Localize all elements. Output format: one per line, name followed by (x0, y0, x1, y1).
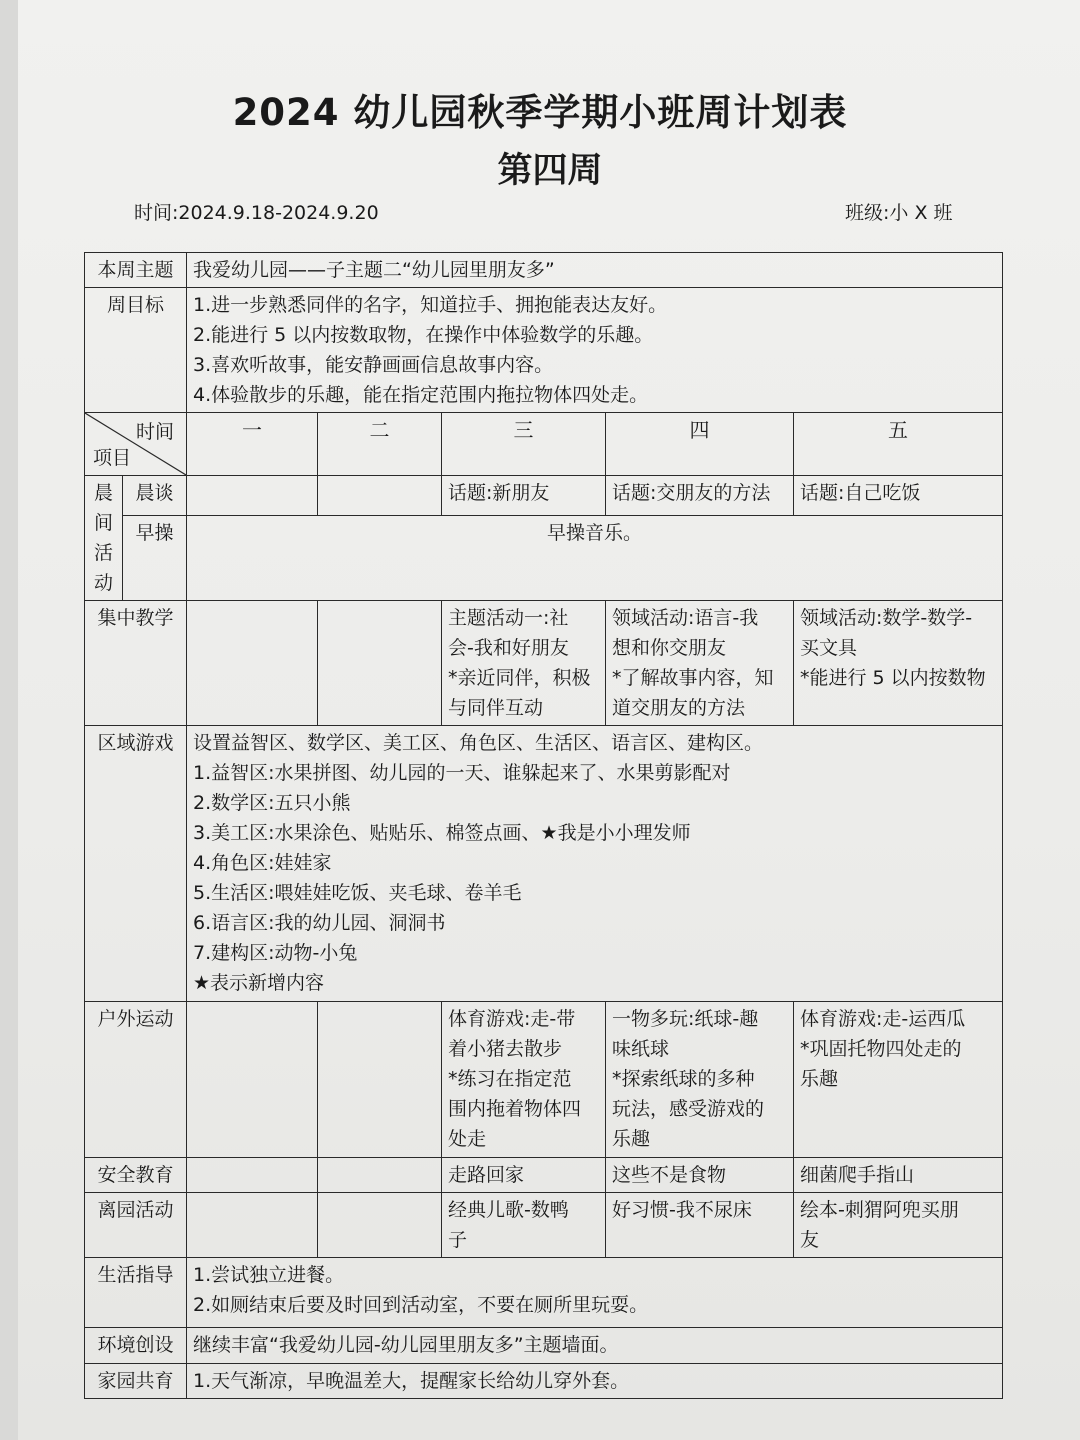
environment-value: 继续丰富“我爱幼儿园-幼儿园里朋友多”主题墙面。 (187, 1328, 1003, 1364)
area-item: 3.美工区:水果涂色、贴贴乐、棉签点画、★我是小小理发师 (193, 822, 691, 844)
goal-item: 2.能进行 5 以内按数取物，在操作中体验数学的乐趣。 (193, 324, 654, 346)
diagonal-corner-cell (85, 413, 187, 476)
talk-cell: 话题:自己吃饭 (794, 476, 1003, 516)
areas-list (187, 726, 1003, 1002)
leaving-label: 离园活动 (85, 1193, 187, 1258)
morning-activity-label: 晨 间 活 动 (85, 476, 123, 601)
home-row (85, 1364, 1003, 1399)
goals-list (187, 288, 1003, 413)
area-games-row (85, 726, 1003, 1002)
leaving-cell-mon (187, 1193, 318, 1258)
life-item: 1.尝试独立进餐。 (193, 1264, 345, 1286)
home-value: 1.天气渐凉，早晚温差大，提醒家长给幼儿穿外套。 (187, 1364, 1003, 1399)
safety-cell-mon (187, 1158, 318, 1193)
goals-row (85, 288, 1003, 413)
area-item: 5.生活区:喂娃娃吃饭、夹毛球、卷羊毛 (193, 882, 522, 904)
environment-row (85, 1328, 1003, 1364)
leaving-cell-fri: 绘本-刺猬阿兜买朋 友 (794, 1193, 1003, 1258)
area-item: 4.角色区:娃娃家 (193, 852, 332, 874)
morning-exercise-row (85, 515, 1003, 600)
area-item: 2.数学区:五只小熊 (193, 792, 351, 814)
life-guidance-row (85, 1258, 1003, 1328)
areas-label: 区域游戏 (85, 726, 187, 1002)
outdoor-cell-fri: 体育游戏:走-运西瓜 *巩固托物四处走的 乐趣 (794, 1002, 1003, 1158)
area-item: 6.语言区:我的幼儿园、洞洞书 (193, 912, 446, 934)
page-title: 2024 幼儿园秋季学期小班周计划表 (232, 91, 848, 134)
talk-cell: 话题:交朋友的方法 (606, 476, 794, 516)
area-item: 7.建构区:动物-小兔 (193, 942, 358, 964)
class-name: 班级:小 X 班 (845, 202, 953, 224)
safety-label: 安全教育 (85, 1158, 187, 1193)
corner-item-label: 项目 (93, 447, 132, 469)
leaving-row (85, 1193, 1003, 1258)
corner-time-label: 时间 (136, 421, 175, 443)
safety-cell-wed: 走路回家 (442, 1158, 606, 1193)
leaving-cell-thu: 好习惯-我不尿床 (606, 1193, 794, 1258)
theme-row (85, 253, 1003, 288)
teaching-cell-thu: 领域活动:语言-我 想和你交朋友 *了解故事内容，知 道交朋友的方法 (606, 601, 794, 726)
life-label: 生活指导 (85, 1258, 187, 1328)
safety-row (85, 1158, 1003, 1193)
area-item: ★表示新增内容 (193, 972, 325, 994)
teaching-cell-mon (187, 601, 318, 726)
day-header: 二 (318, 413, 442, 476)
date-range: 时间:2024.9.18-2024.9.20 (134, 202, 379, 224)
outdoor-label: 户外运动 (85, 1002, 187, 1158)
goal-item: 4.体验散步的乐趣，能在指定范围内拖拉物体四处走。 (193, 384, 649, 406)
teaching-cell-wed: 主题活动一:社 会-我和好朋友 *亲近同伴，积极 与同伴互动 (442, 601, 606, 726)
day-header: 一 (187, 413, 318, 476)
goals-label: 周目标 (85, 288, 187, 413)
teaching-label: 集中教学 (85, 601, 187, 726)
area-item: 1.益智区:水果拼图、幼儿园的一天、谁躲起来了、水果剪影配对 (193, 762, 731, 784)
teaching-cell-tue (318, 601, 442, 726)
day-header: 三 (442, 413, 606, 476)
life-list (187, 1258, 1003, 1328)
day-header: 四 (606, 413, 794, 476)
talk-label: 晨谈 (123, 476, 187, 516)
outdoor-cell-thu: 一物多玩:纸球-趣 味纸球 *探索纸球的多种 玩法，感受游戏的 乐趣 (606, 1002, 794, 1158)
goal-item: 3.喜欢听故事，能安静画画信息故事内容。 (193, 354, 554, 376)
theme-value: 我爱幼儿园——子主题二“幼儿园里朋友多” (187, 253, 1003, 288)
safety-cell-thu: 这些不是食物 (606, 1158, 794, 1193)
leaving-cell-tue (318, 1193, 442, 1258)
morning-talk-row (85, 476, 1003, 516)
outdoor-row (85, 1002, 1003, 1158)
theme-label: 本周主题 (85, 253, 187, 288)
day-header-row (85, 413, 1003, 476)
teaching-cell-fri: 领域活动:数学-数学- 买文具 *能进行 5 以内按数物 (794, 601, 1003, 726)
safety-cell-fri: 细菌爬手指山 (794, 1158, 1003, 1193)
leaving-cell-wed: 经典儿歌-数鸭 子 (442, 1193, 606, 1258)
day-header: 五 (794, 413, 1003, 476)
outdoor-cell-mon (187, 1002, 318, 1158)
talk-cell (187, 476, 318, 516)
safety-cell-tue (318, 1158, 442, 1193)
exercise-label: 早操 (123, 515, 187, 600)
weekly-plan-table (84, 252, 1003, 1399)
life-item: 2.如厕结束后要及时回到活动室，不要在厕所里玩耍。 (193, 1294, 649, 1316)
home-label: 家园共育 (85, 1364, 187, 1399)
teaching-row (85, 601, 1003, 726)
goal-item: 1.进一步熟悉同伴的名字，知道拉手、拥抱能表达友好。 (193, 294, 668, 316)
area-item: 设置益智区、数学区、美工区、角色区、生活区、语言区、建构区。 (193, 732, 764, 754)
outdoor-cell-tue (318, 1002, 442, 1158)
talk-cell: 话题:新朋友 (442, 476, 606, 516)
talk-cell (318, 476, 442, 516)
environment-label: 环境创设 (85, 1328, 187, 1364)
exercise-value: 早操音乐。 (187, 515, 1003, 600)
week-title: 第四周 (497, 151, 603, 191)
outdoor-cell-wed: 体育游戏:走-带 着小猪去散步 *练习在指定范 围内拖着物体四 处走 (442, 1002, 606, 1158)
